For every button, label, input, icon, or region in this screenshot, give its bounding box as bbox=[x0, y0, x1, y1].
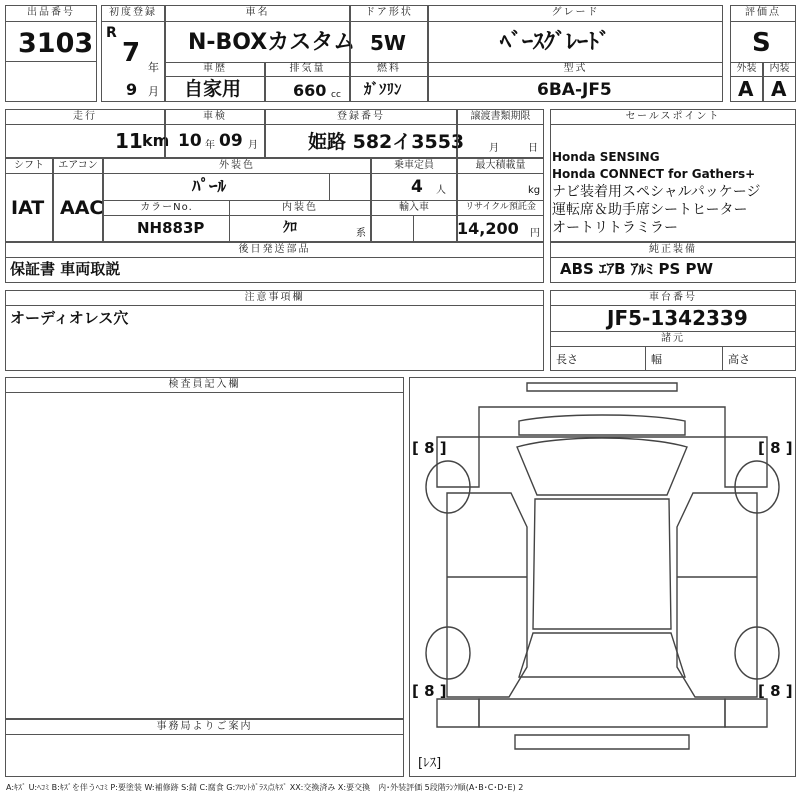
color-no-label: カラーNo. bbox=[103, 200, 230, 216]
year-unit: 年 bbox=[148, 61, 159, 74]
chassis-number: JF5-1342339 bbox=[607, 306, 748, 330]
dims-label: 諸元 bbox=[550, 331, 796, 347]
tire-front-right-depth: [ 8 ] bbox=[758, 439, 793, 457]
chassis-label: 車台番号 bbox=[550, 290, 796, 306]
model: 6BA-JF5 bbox=[537, 80, 612, 100]
era-year: 7 bbox=[122, 38, 141, 68]
shift: IAT bbox=[11, 197, 45, 219]
capacity-label: 乗車定員 bbox=[371, 158, 457, 174]
mileage-unit: km bbox=[142, 131, 170, 150]
sales-point-line: Honda SENSING bbox=[552, 150, 660, 164]
inspector-label: 検査員記入欄 bbox=[5, 377, 404, 393]
notes-label: 注意事項欄 bbox=[5, 290, 544, 306]
rear-gate-outline bbox=[479, 699, 725, 727]
exterior-score: A bbox=[738, 77, 754, 101]
int-color-cell bbox=[229, 215, 371, 242]
interior-score: A bbox=[771, 77, 787, 101]
width-label: 幅 bbox=[651, 353, 662, 366]
recycle-unit: 円 bbox=[530, 228, 540, 239]
grade-label: グレード bbox=[428, 5, 723, 22]
legend: A:ｷｽﾞ U:ﾍｺﾐ B:ｷｽﾞを伴うﾍｺﾐ P:要塗装 W:補修跡 S:錆 C:腐食 G:ﾌﾛﾝﾄｶﾞﾗｽ点ｷｽﾞ XX:交換済み X:要交換 内･外装評価 5段階ﾗﾝｸ順(A･B･C･D･E) 2 bbox=[6, 783, 524, 792]
int-color-label: 内装色 bbox=[229, 200, 371, 216]
recycle: 14,200 bbox=[457, 219, 519, 238]
reg-number: 姫路 582イ3553 bbox=[308, 131, 465, 153]
front-bumper-outline bbox=[527, 383, 677, 391]
windshield-outline bbox=[517, 438, 687, 495]
front-hood-outline bbox=[479, 407, 725, 437]
color-label: 外装色 bbox=[103, 158, 371, 174]
car-name: N-BOXカスタム bbox=[188, 30, 356, 55]
interior-label: 内装 bbox=[763, 62, 796, 77]
sales-point-line: 運転席＆助手席シートヒーター bbox=[552, 202, 748, 218]
equipment: ABS ｴｱB ｱﾙﾐ PS PW bbox=[560, 260, 714, 278]
inspection-month-unit: 月 bbox=[248, 140, 258, 151]
ac: AAC bbox=[60, 197, 104, 219]
lot-no: 3103 bbox=[18, 28, 94, 59]
inspection-year-unit: 年 bbox=[205, 140, 215, 151]
history: 自家用 bbox=[184, 78, 242, 100]
mileage: 11 bbox=[115, 129, 143, 153]
score-label: 評価点 bbox=[730, 5, 796, 22]
lot-no-divider bbox=[5, 61, 97, 62]
later-parts: 保証書 車両取説 bbox=[10, 260, 121, 278]
import-label: 輸入車 bbox=[371, 200, 457, 216]
later-parts-label: 後日発送部品 bbox=[5, 242, 544, 258]
inspector-notes-area bbox=[5, 392, 404, 719]
month-unit: 月 bbox=[148, 85, 159, 98]
capacity: 4 bbox=[411, 177, 423, 197]
notes: オーディオレス穴 bbox=[10, 309, 129, 327]
shift-label: シフト bbox=[5, 158, 53, 174]
first-reg-label: 初度登録 bbox=[101, 5, 165, 22]
transfer-month-unit: 月 bbox=[489, 143, 499, 154]
recycle-label: リサイクル預託金 bbox=[457, 200, 544, 216]
sales-points-label: セールスポイント bbox=[550, 109, 796, 125]
max-load-label: 最大積載量 bbox=[457, 158, 544, 174]
lot-no-label: 出品番号 bbox=[5, 5, 97, 22]
fuel: ｶﾞｿﾘﾝ bbox=[364, 80, 402, 98]
displacement-unit: cc bbox=[331, 90, 341, 100]
history-label: 車歴 bbox=[165, 62, 265, 77]
score: S bbox=[752, 28, 771, 58]
color-extra-cell bbox=[329, 173, 371, 201]
ac-label: エアコン bbox=[53, 158, 103, 174]
max-load-unit: kg bbox=[528, 185, 541, 196]
exterior-label: 外装 bbox=[730, 62, 763, 77]
displacement: 660 bbox=[293, 81, 327, 100]
transfer-day-unit: 日 bbox=[528, 143, 538, 154]
color-no: NH883P bbox=[137, 219, 205, 237]
model-label: 型式 bbox=[428, 62, 723, 77]
fuel-label: 燃料 bbox=[350, 62, 428, 77]
office-label: 事務局よりご案内 bbox=[5, 719, 404, 735]
displacement-label: 排気量 bbox=[265, 62, 350, 77]
tire-front-left-depth: [ 8 ] bbox=[412, 439, 447, 457]
inspection-year: 10 bbox=[178, 131, 202, 151]
length-label: 長さ bbox=[556, 353, 578, 366]
left-side-outline bbox=[447, 493, 527, 697]
body-color: ﾊﾟｰﾙ bbox=[192, 177, 226, 197]
height-label: 高さ bbox=[728, 353, 750, 366]
office-notes-area bbox=[5, 734, 404, 777]
capacity-unit: 人 bbox=[436, 185, 446, 196]
import-cell-b bbox=[413, 215, 457, 242]
reg-month: 9 bbox=[126, 80, 138, 99]
sales-point-line: オートリトラミラー bbox=[552, 220, 678, 236]
hood-inner bbox=[519, 415, 685, 435]
equipment-label: 純正装備 bbox=[550, 242, 796, 258]
roof-outline bbox=[533, 499, 671, 629]
car-name-label: 車名 bbox=[165, 5, 350, 22]
rear-glass-outline bbox=[519, 633, 685, 677]
door-type: 5W bbox=[370, 31, 406, 55]
wheel-rear-left bbox=[426, 627, 470, 679]
tire-rear-left-depth: [ 8 ] bbox=[412, 682, 447, 700]
inspection-label: 車検 bbox=[165, 109, 265, 125]
door-label: ドア形状 bbox=[350, 5, 428, 22]
inspection-month: 09 bbox=[219, 131, 243, 151]
grade: ﾍﾞｰｽｸﾞﾚｰﾄﾞ bbox=[500, 30, 611, 55]
import-cell-a bbox=[371, 215, 414, 242]
sales-point-line: Honda CONNECT for Gathers+ bbox=[552, 167, 756, 181]
reg-number-label: 登録番号 bbox=[265, 109, 457, 125]
fenders-outline bbox=[437, 437, 767, 727]
sales-point-line: ナビ装着用スペシャルパッケージ bbox=[552, 184, 761, 200]
right-side-outline bbox=[677, 493, 757, 697]
spare-tire-status: [ﾚｽ] bbox=[418, 756, 442, 771]
transfer-deadline-label: 譲渡書類期限 bbox=[457, 109, 544, 125]
era: R bbox=[106, 25, 117, 41]
int-color: ｸﾛ bbox=[283, 220, 297, 236]
mileage-label: 走行 bbox=[5, 109, 165, 125]
car-damage-diagram bbox=[409, 377, 796, 777]
rear-bumper-outline bbox=[515, 735, 689, 749]
tire-rear-right-depth: [ 8 ] bbox=[758, 682, 793, 700]
int-color-unit: 系 bbox=[356, 228, 366, 239]
